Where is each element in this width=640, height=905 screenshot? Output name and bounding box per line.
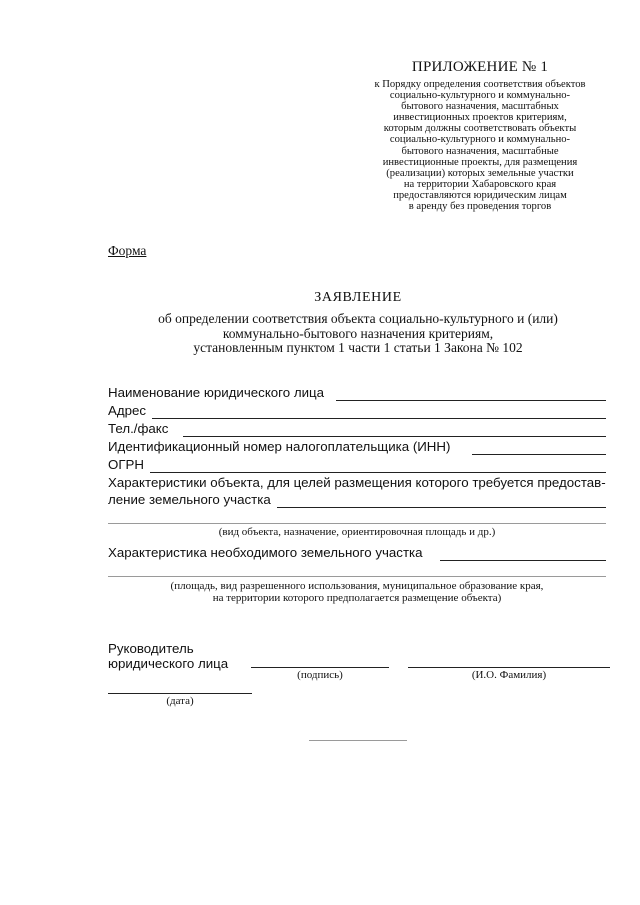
appendix-line: (реализации) которых земельные участки bbox=[386, 167, 574, 179]
legal-entity-name-label: Наименование юридического лица bbox=[108, 385, 325, 400]
head-label-line: Руководитель bbox=[108, 641, 194, 656]
appendix-line: к Порядку определения соответствия объектов bbox=[374, 79, 586, 90]
address-label: Адрес bbox=[108, 403, 147, 418]
statement-title: ЗАЯВЛЕНИЕ bbox=[314, 290, 402, 305]
object-characteristics-field-cont[interactable] bbox=[108, 523, 606, 524]
head-label-line: юридического лица bbox=[108, 656, 229, 671]
statement-subtitle-line: об определении соответствия объекта социально-культурного и (или) bbox=[158, 311, 558, 326]
appendix-subtitle bbox=[350, 79, 610, 212]
full-name-field[interactable] bbox=[408, 667, 610, 668]
statement-subtitle-line: установленным пунктом 1 части 1 статьи 1 Закона № 102 bbox=[193, 340, 523, 355]
land-characteristics-field-cont[interactable] bbox=[108, 576, 606, 577]
address-field[interactable] bbox=[152, 418, 606, 419]
end-divider bbox=[309, 740, 407, 741]
appendix-line: бытового назначения, масштабных bbox=[401, 101, 559, 113]
date-hint: (дата) bbox=[166, 695, 194, 707]
land-characteristics-label: Характеристика необходимого земельного участка bbox=[108, 545, 423, 560]
appendix-line: социально-культурного и коммунально- bbox=[389, 90, 571, 102]
phone-fax-field[interactable] bbox=[183, 436, 606, 437]
land-characteristics-field[interactable] bbox=[440, 560, 606, 561]
phone-fax-label: Тел./факс bbox=[108, 421, 169, 436]
land-hint bbox=[108, 580, 606, 604]
land-hint-line: (площадь, вид разрешенного использования, муниципальное образование края, bbox=[170, 580, 544, 592]
object-characteristics-label: Характеристики объекта, для целей размещения которого требуется предостав- bbox=[108, 475, 606, 490]
appendix-line: инвестиционные проекты, для размещения bbox=[382, 156, 578, 168]
appendix-header bbox=[350, 58, 610, 212]
object-characteristics-label-cont: ление земельного участка bbox=[108, 492, 271, 507]
appendix-line: инвестиционных проектов критериям, bbox=[393, 112, 567, 124]
appendix-line: которым должны соответствовать объекты bbox=[383, 123, 577, 135]
signature-hint: (подпись) bbox=[297, 669, 343, 681]
statement-title-block bbox=[108, 289, 608, 356]
object-hint: (вид объекта, назначение, ориентировочная площадь и др.) bbox=[218, 526, 496, 538]
appendix-line: в аренду без проведения торгов bbox=[408, 201, 552, 213]
statement-subtitle-line: коммунально-бытового назначения критериям, bbox=[222, 325, 494, 341]
form-label: Форма bbox=[108, 243, 147, 258]
legal-entity-name-field[interactable] bbox=[336, 400, 606, 401]
ogrn-field[interactable] bbox=[150, 472, 606, 473]
appendix-line: социально-культурного и коммунально- bbox=[389, 134, 571, 146]
inn-field[interactable] bbox=[472, 454, 606, 455]
appendix-line: бытового назначения, масштабные bbox=[401, 145, 559, 157]
signature-field[interactable] bbox=[251, 667, 389, 668]
head-label bbox=[108, 641, 228, 671]
date-field[interactable] bbox=[108, 693, 252, 694]
name-hint: (И.О. Фамилия) bbox=[471, 669, 547, 681]
appendix-line: на территории Хабаровского края bbox=[403, 178, 557, 190]
inn-label: Идентификационный номер налогоплательщика (ИНН) bbox=[108, 439, 451, 454]
land-hint-line: на территории которого предполагается размещение объекта) bbox=[212, 592, 502, 604]
ogrn-label: ОГРН bbox=[108, 457, 145, 472]
appendix-title: ПРИЛОЖЕНИЕ № 1 bbox=[411, 59, 549, 75]
appendix-line: предоставляются юридическим лицам bbox=[393, 189, 567, 201]
object-characteristics-field[interactable] bbox=[277, 507, 606, 508]
statement-subtitle bbox=[108, 312, 608, 356]
